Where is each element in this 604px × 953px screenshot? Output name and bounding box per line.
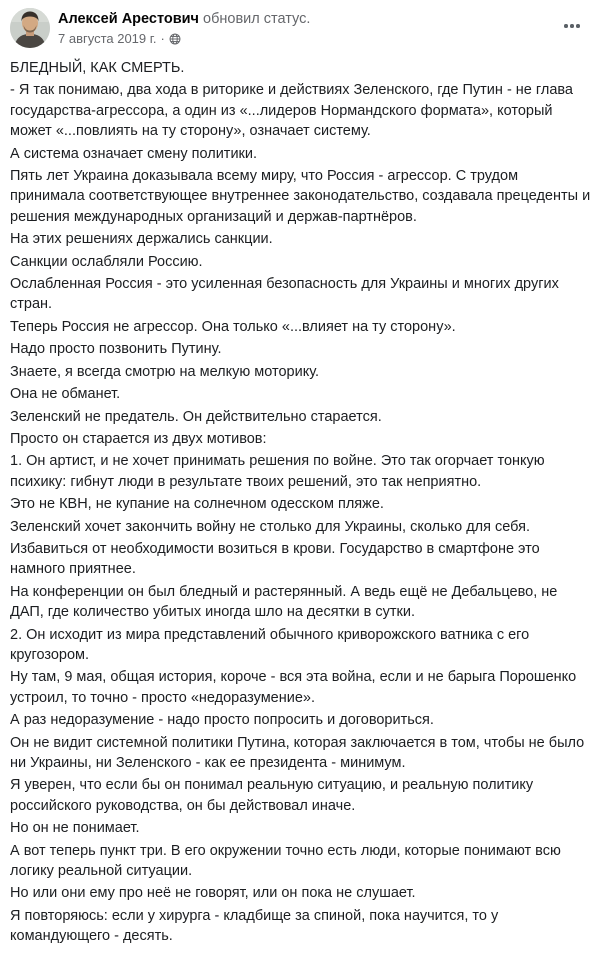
more-options-button[interactable] [558,14,586,38]
post-paragraph: Знаете, я всегда смотрю на мелкую моторику. [10,363,320,380]
post-paragraph: Я уверен, что если бы он понимал реальную ситуацию, и реальную политику российского руководства, он бы действовал иначе. [10,777,538,814]
post-paragraph: Он не видит системной политики Путина, которая заключается в том, чтобы не было ни Украины, ни Зеленского - как ее президента - минимум. [10,734,589,771]
post-paragraph: Избавиться от необходимости возиться в крови. Государство в смартфоне это намного приятнее. [10,540,544,578]
post-timestamp[interactable]: 7 августа 2019 г. [58,31,157,46]
post-paragraph: Просто он старается из двух мотивов: [10,430,267,447]
avatar[interactable] [10,8,50,48]
post-action-text: обновил статус. [203,11,311,27]
globe-public-icon [169,33,181,45]
post-paragraph: БЛЕДНЫЙ, КАК СМЕРТЬ. [10,60,185,76]
post-paragraph: На этих решениях держались санкции. [10,231,273,248]
author-name-link[interactable]: Алексей Арестович [58,11,199,27]
post-paragraph: Зеленский хочет закончить войну не столько для Украины, сколько для себя. [10,518,531,535]
profile-photo-icon [10,8,50,48]
post-paragraph: Ослабленная Россия - это усиленная безопасность для Украины и многих других стран. [10,276,563,313]
dot-separator: · [160,31,165,46]
post-header [0,0,604,48]
post-paragraph: Надо просто позвонить Путину. [10,341,222,358]
post-paragraph: 1. Он артист, и не хочет принимать решения по войне. Это так огорчает тонкую психику: гибнут люди в результате твоих решений, это так неприятно. [10,453,549,490]
post-paragraph: Я повторяюсь: если у хирурга - кладбище за спиной, пока научится, то у командующего - десять. [10,907,503,945]
post-paragraph: Теперь Россия не агрессор. Она только «...влияет на ту сторону». [10,318,456,335]
date-line [58,31,594,47]
post-paragraph: Но или они ему про неё не говорят, или он пока не слушает. [10,885,416,902]
post-paragraph: Она не обманет. [10,386,121,403]
post-paragraph: Ну там, 9 мая, общая история, короче - вся эта война, если и не барыга Порошенко устроил, то точно - просто «недоразумение». [10,669,581,706]
post-paragraph: 2. Он исходит из мира представлений обычного криворожского ватника с его кругозором. [10,626,534,663]
post-paragraph: Санкции ослабляли Россию. [10,253,203,270]
name-line [58,10,594,29]
post-paragraph: Но он не понимает. [10,820,140,837]
post-paragraph: Пять лет Украина доказывала всему миру, что Россия - агрессор. С трудом принимала соответствующее внутреннее законодательство, создавала прецеденты и решения международных организаций и держав-партнёров. [10,168,595,225]
post-paragraph: Это не КВН, не купание на солнечном одесском пляже. [10,496,384,513]
post-paragraph: А раз недоразумение - надо просто попросить и договориться. [10,712,434,729]
header-info [58,8,594,47]
three-dots-ellipsis-icon [564,24,580,28]
post-paragraph: - Я так понимаю, два хода в риторике и действиях Зеленского, где Путин - не глава государства-агрессора, а один из «...лидеров Нормандского формата», который может «...повлиять на ту сторону», означает систему. [10,82,578,140]
post-paragraph: На конференции он был бледный и растерянный. А ведь ещё не Дебальцево, не ДАП, где количество убитых иногда шло на десятки в сутки. [10,583,562,621]
post-paragraph: А вот теперь пункт три. В его окружении точно есть люди, которые понимают всю логику реальной ситуации. [10,842,565,880]
post-text [0,48,604,947]
post-paragraph: Зеленский не предатель. Он действительно старается. [10,408,382,425]
post-paragraph: А система означает смену политики. [10,145,258,162]
